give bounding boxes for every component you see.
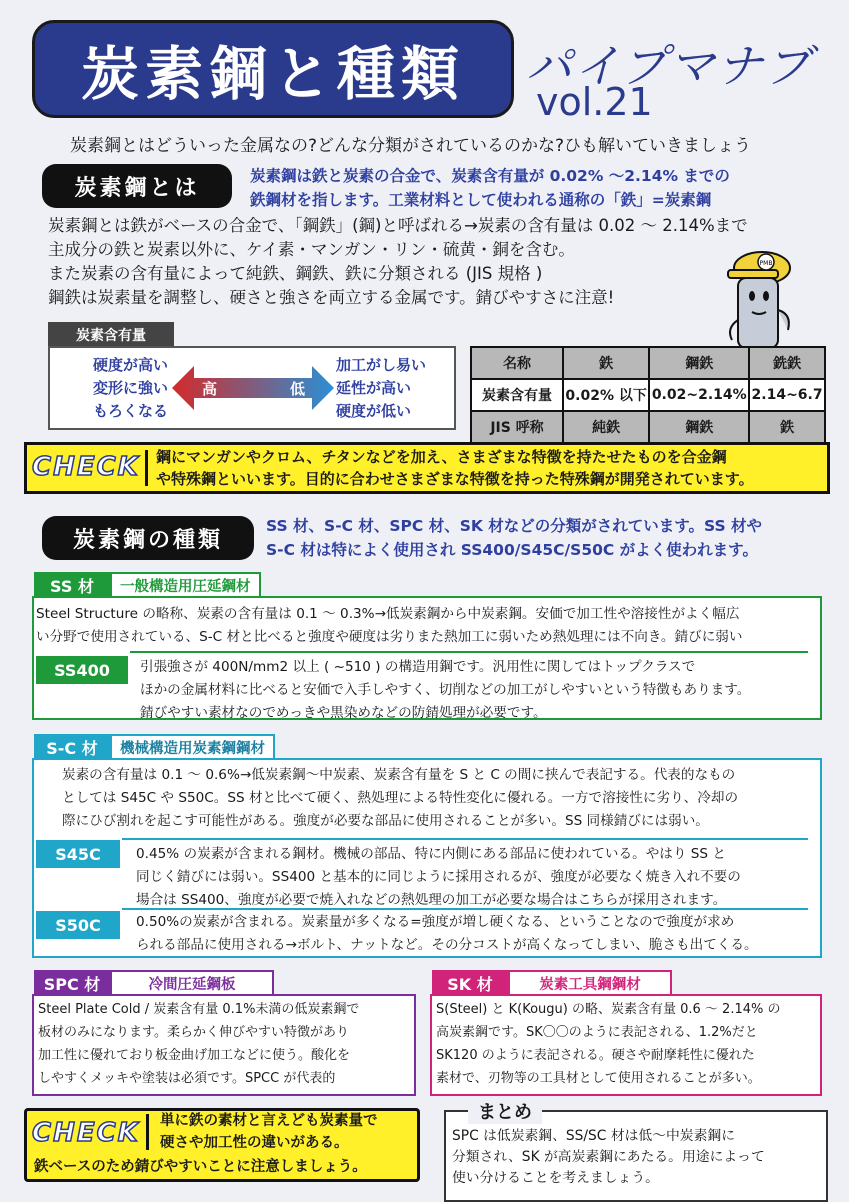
table-header: 銑鉄 [749, 347, 825, 379]
check-text-2a [160, 1110, 378, 1154]
table-header: 鋼鉄 [649, 347, 749, 379]
table-row [471, 379, 825, 411]
para-line: 0.45% の炭素が含まれる鋼材。機械の部品、特に内側にある部品に使われている。やはり SS と [136, 846, 726, 862]
sk-description [436, 998, 780, 1090]
table-cell: JIS 呼称 [471, 411, 563, 443]
para-line: 0.50%の炭素が含まれる。炭素量が多くなる=強度が増し硬くなる、ということなので強度が求め [136, 914, 735, 930]
table-cell: 鋼鉄 [649, 411, 749, 443]
para-line: られる部品に使用される→ボルト、ナットなど。その分コストが高くなってしまい、脆さも出てくる。 [136, 937, 758, 953]
s45c-tag: S45C [36, 840, 120, 868]
section2-summary [266, 514, 762, 562]
sc-tag: S-C 材 [34, 734, 110, 760]
para-line: 同じく錆びには弱い。SS400 と基本的に同じように採用されるが、強度が必要なく焼き入れ不要の [136, 869, 741, 885]
low-marker: 低 [290, 380, 306, 398]
table-header: 名称 [471, 347, 563, 379]
low-carbon-properties [336, 354, 426, 423]
property-item: 加工がし易い [336, 356, 427, 374]
para-line: い分野で使用されている、S-C 材と比べると強度や硬度は劣りまた熱加工に弱いため熱処理には不向き。錆びに弱い [36, 629, 743, 645]
check-label: CHECK [32, 1118, 140, 1148]
divider [122, 838, 808, 840]
summary-text [452, 1126, 765, 1189]
para-line: としては S45C や S50C。SS 材と比べて硬く、熱処理による特性変化に優れる。一方で溶接性に劣り、冷却の [62, 790, 739, 806]
sc-subtitle: 機械構造用炭素鋼鋼材 [110, 734, 275, 760]
page-title: 炭素鋼と種類 [80, 40, 465, 108]
para-line: しやすくメッキや塗装は必須です。SPCC が代表的 [38, 1071, 336, 1086]
table-cell: 純鉄 [563, 411, 649, 443]
table-cell: 0.02% 以下 [563, 379, 649, 411]
ss-subtitle: 一般構造用圧延鋼材 [110, 572, 261, 598]
divider [145, 450, 148, 486]
body-line: 鋼鉄は炭素量を調整し、硬さと強さを両立する金属です。錆びやすさに注意! [48, 288, 615, 307]
para-line: 加工性に優れており板金曲げ加工などに使う。酸化を [38, 1048, 351, 1063]
ss-tag: SS 材 [34, 572, 110, 598]
summary-line: SS 材、S-C 材、SPC 材、SK 材などの分類がされています。SS 材や [266, 517, 763, 535]
high-marker: 高 [202, 380, 218, 398]
classification-table [470, 346, 826, 444]
para-line: S(Steel) と K(Kougu) の略、炭素含有量 0.6 ～ 2.14% の [436, 1002, 781, 1017]
spc-subtitle: 冷間圧延鋼板 [110, 970, 274, 996]
summary-line: 使い分けることを考えましょう。 [452, 1170, 659, 1186]
para-line: 場合は SS400、強度が必要で焼入れなどの熱処理の加工が必要な場合はこちらが採用されます。 [136, 892, 727, 908]
property-item: 延性が高い [336, 379, 412, 397]
para-line: Steel Structure の略称、炭素の含有量は 0.1 ～ 0.3%→低炭素鋼から中炭素鋼。安価で加工性や溶接性がよく幅広 [36, 606, 740, 622]
divider [146, 1114, 149, 1150]
para-line: 板材のみになります。柔らかく伸びやすい特徴があり [38, 1025, 349, 1040]
divider [122, 908, 808, 910]
sc-description [62, 764, 738, 833]
table-row [471, 411, 825, 443]
spc-description [38, 998, 359, 1090]
cap-logo-text: PMB [759, 260, 773, 267]
check-line: や特殊鋼といいます。目的に合わせさまざまな特徴を持った特殊鋼が開発されています。 [156, 470, 754, 488]
double-arrow-icon [172, 366, 334, 410]
summary-line: 鉄鋼材を指します。工業材料として使われる通称の「鉄」=炭素鋼 [250, 191, 712, 209]
ss-description [36, 603, 743, 649]
volume-number: vol.21 [536, 80, 653, 124]
summary-line: 分類され、SK が高炭素鋼にあたる。用途によって [452, 1149, 765, 1165]
table-row [471, 347, 825, 379]
property-item: 硬度が高い [92, 356, 168, 374]
series-name: パイプマナブ [526, 39, 813, 93]
para-line: ほかの金属材料に比べると安価で入手しやすく、切削などの加工がしやすいという特徴もあります。 [140, 682, 751, 698]
para-line: 高炭素鋼です。SK〇〇のように表記される、1.2%だと [436, 1025, 758, 1040]
summary-line: 炭素鋼は鉄と炭素の合金で、炭素含有量が 0.02% ～2.14% までの [250, 167, 730, 185]
summary-line: S-C 材は特によく使用され SS400/S45C/S50C がよく使われます。 [266, 541, 758, 559]
para-line: 素材で、刃物等の工具材として使用されることが多い。 [436, 1071, 761, 1086]
body-line: また炭素の含有量によって純鉄、鋼鉄、鉄に分類される (JIS 規格 ) [48, 264, 543, 283]
table-header: 鉄 [563, 347, 649, 379]
intro-text: 炭素鋼とはどういった金属なの?どんな分類がされているのかな?ひも解いていきましょう [70, 136, 752, 156]
property-item: もろくなる [92, 402, 168, 420]
s50c-tag: S50C [36, 911, 120, 939]
section-pill-carbon-steel: 炭素鋼とは [42, 164, 232, 208]
check-text-2b: 鉄ベースのため錆びやすいことに注意しましょう。 [34, 1159, 367, 1175]
s50c-description [136, 911, 758, 957]
property-item: 硬度が低い [336, 402, 412, 420]
sk-tag: SK 材 [432, 970, 508, 996]
body-line: 主成分の鉄と炭素以外に、ケイ素・マンガン・リン・硫黄・銅を含む。 [48, 240, 575, 259]
body-line: 炭素鋼とは鉄がベースの合金で、「鋼鉄」(鋼)と呼ばれる→炭素の含有量は 0.02 ～ 2.14%まで [48, 216, 748, 235]
table-cell: 2.14~6.7 [749, 379, 825, 411]
summary-line: SPC は低炭素鋼、SS/SC 材は低～中炭素鋼に [452, 1128, 735, 1144]
para-line: 錆びやすい素材なのでめっきや黒染めなどの防錆処理が必要です。 [140, 705, 547, 721]
carbon-content-label: 炭素含有量 [48, 322, 174, 348]
divider [130, 651, 808, 653]
check-line: 単に鉄の素材と言えども炭素量で [160, 1113, 378, 1129]
check-label: CHECK [32, 452, 140, 482]
para-line: 際にひび割れを起こす可能性がある。強度が必要な部品に使用されることが多い。SS 同様錆びには弱い。 [62, 813, 709, 829]
spc-tag: SPC 材 [34, 970, 110, 996]
para-line: SK120 のように表記される。硬さや耐摩耗性に優れた [436, 1048, 755, 1063]
s45c-description [136, 843, 741, 912]
sk-subtitle: 炭素工具鋼鋼材 [508, 970, 672, 996]
section1-summary [250, 164, 730, 212]
para-line: Steel Plate Cold / 炭素含有量 0.1%未満の低炭素鋼で [38, 1002, 360, 1017]
pipe-mascot-icon [718, 240, 804, 352]
check-text-1 [156, 446, 754, 490]
para-line: 炭素の含有量は 0.1 ～ 0.6%→低炭素鋼～中炭素、炭素含有量を S と C の間に挟んで表記する。代表的なもの [62, 767, 736, 783]
ss400-tag: SS400 [36, 656, 128, 684]
para-line: 引張強さが 400N/mm2 以上 ( ~510 ) の構造用鋼です。汎用性に関してはトップクラスで [140, 659, 696, 675]
section-pill-types: 炭素鋼の種類 [42, 516, 254, 560]
table-cell: 鉄 [749, 411, 825, 443]
check-line: 硬さや加工性の違いがある。 [160, 1135, 349, 1151]
property-item: 変形に強い [92, 379, 168, 397]
table-cell: 炭素含有量 [471, 379, 563, 411]
ss400-description [140, 656, 750, 725]
title-banner [32, 20, 514, 118]
table-cell: 0.02~2.14% [649, 379, 749, 411]
section1-body [48, 214, 748, 310]
check-line: 鋼にマンガンやクロム、チタンなどを加え、さまざまな特徴を持たせたものを合金鋼 [156, 448, 727, 466]
summary-title: まとめ [468, 1098, 542, 1124]
high-carbon-properties [78, 354, 168, 423]
